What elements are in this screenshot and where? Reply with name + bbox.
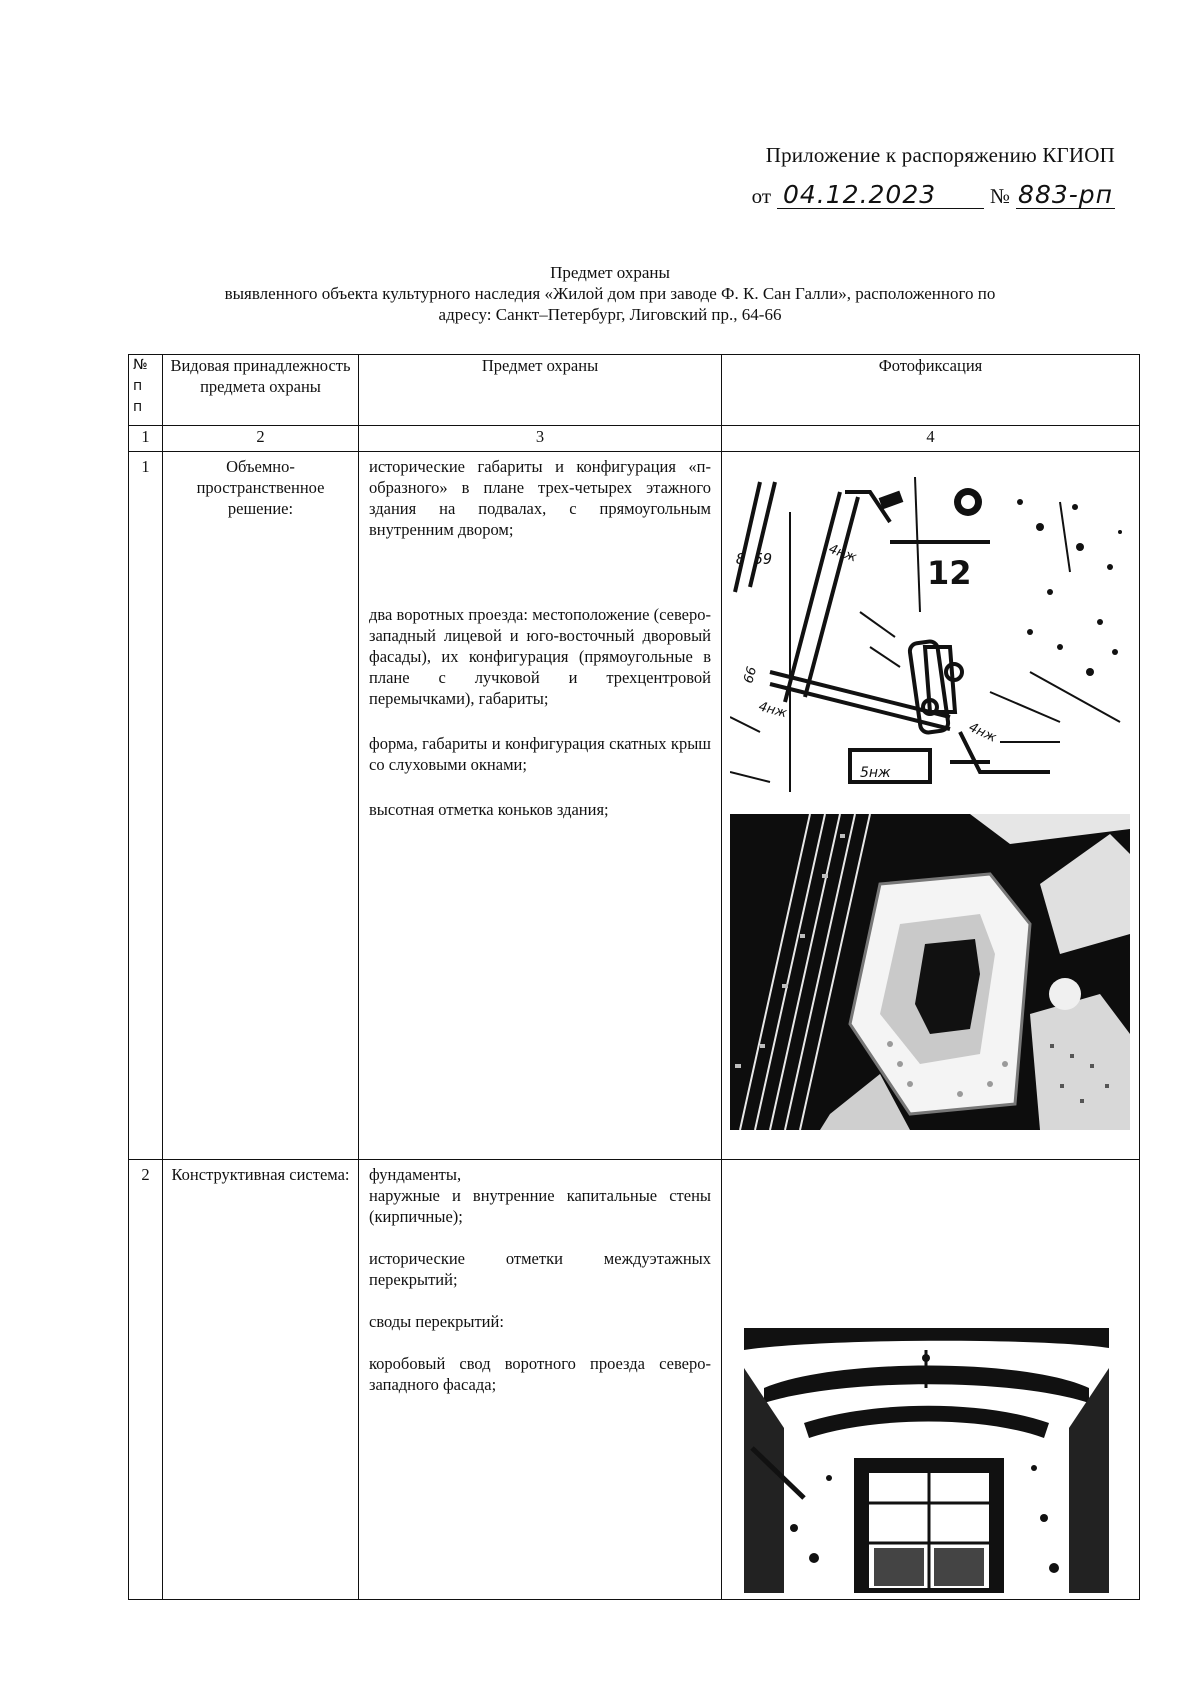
number-prefix: № (990, 184, 1011, 208)
header-num-p1: п (133, 378, 143, 394)
title-line-3: адресу: Санкт–Петербург, Лиговский пр., 64-66 (438, 305, 782, 324)
map-label: 66 (741, 665, 761, 686)
order-reference (752, 178, 1115, 209)
map-label: 5нж (860, 765, 891, 781)
map-label: 4нж (756, 699, 789, 722)
subject-item: форма, габариты и конфигурация скатных крыш со слуховыми окнами; (369, 734, 711, 774)
header-num-p2: п (133, 399, 143, 415)
row-kind: Объемно-пространственное решение: (163, 452, 359, 1160)
subject-item: своды перекрытий: (369, 1312, 504, 1331)
map-label: 4нж (966, 720, 999, 746)
subject-item: высотная отметка коньков здания; (369, 800, 609, 819)
col-number: 1 (129, 426, 163, 452)
row-photos (722, 1160, 1140, 1600)
from-prefix: от (751, 184, 771, 208)
row-subject (359, 1160, 722, 1600)
col-number: 3 (359, 426, 722, 452)
title-line-1: Предмет охраны (550, 263, 670, 282)
row-photos (722, 452, 1140, 1160)
column-numbers-row (129, 426, 1140, 452)
subject-item: два воротных проезда: местоположение (северо-западный лицевой и юго-восточный дворовый фасады), их конфигурация (прямоугольные в плане с лучковой и трехцентровой перемычками), габариты; (369, 605, 711, 708)
col-number: 2 (163, 426, 359, 452)
header-num (129, 355, 163, 426)
table-row (129, 1160, 1140, 1600)
header-kind: Видовая принадлежность предмета охраны (163, 355, 359, 426)
header-num-symbol: № (133, 357, 148, 373)
subject-item: наружные и внутренние капитальные стены (кирпичные); (369, 1186, 711, 1226)
table-row (129, 452, 1140, 1160)
vault-photo (744, 1328, 1109, 1593)
subject-item: коробовый свод воротного проезда северо-западного фасада; (369, 1354, 711, 1394)
header-subject: Предмет охраны (359, 355, 722, 426)
map-label: 4нж (826, 541, 859, 566)
row-kind: Конструктивная система: (163, 1160, 359, 1600)
appendix-caption: Приложение к распоряжению КГИОП (765, 143, 1115, 167)
row-subject (359, 452, 722, 1160)
order-date: 04.12.2023 (777, 182, 984, 209)
map-label: 8 59 (736, 550, 773, 568)
document-title (150, 262, 1070, 325)
aerial-photo (730, 814, 1130, 1130)
row-number: 1 (129, 452, 163, 1160)
header-photo: Фотофиксация (722, 355, 1140, 426)
subject-item: исторические габариты и конфигурация «п-образного» в плане трех-четырех этажного здания на подвалах, с прямоугольным внутренним двором; (369, 457, 711, 539)
table-header-row (129, 355, 1140, 426)
map-photo (730, 472, 1130, 792)
order-number: 883-рп (1018, 180, 1113, 209)
subject-item: исторические отметки междуэтажных перекрытий; (369, 1249, 711, 1289)
subject-item: фундаменты, (369, 1165, 462, 1184)
map-label: 12 (927, 554, 972, 592)
col-number: 4 (722, 426, 1140, 452)
title-line-2: выявленного объекта культурного наследия «Жилой дом при заводе Ф. К. Сан Галли», расположенного по (224, 284, 996, 303)
row-number: 2 (129, 1160, 163, 1600)
protection-subject-table (128, 354, 1140, 1600)
